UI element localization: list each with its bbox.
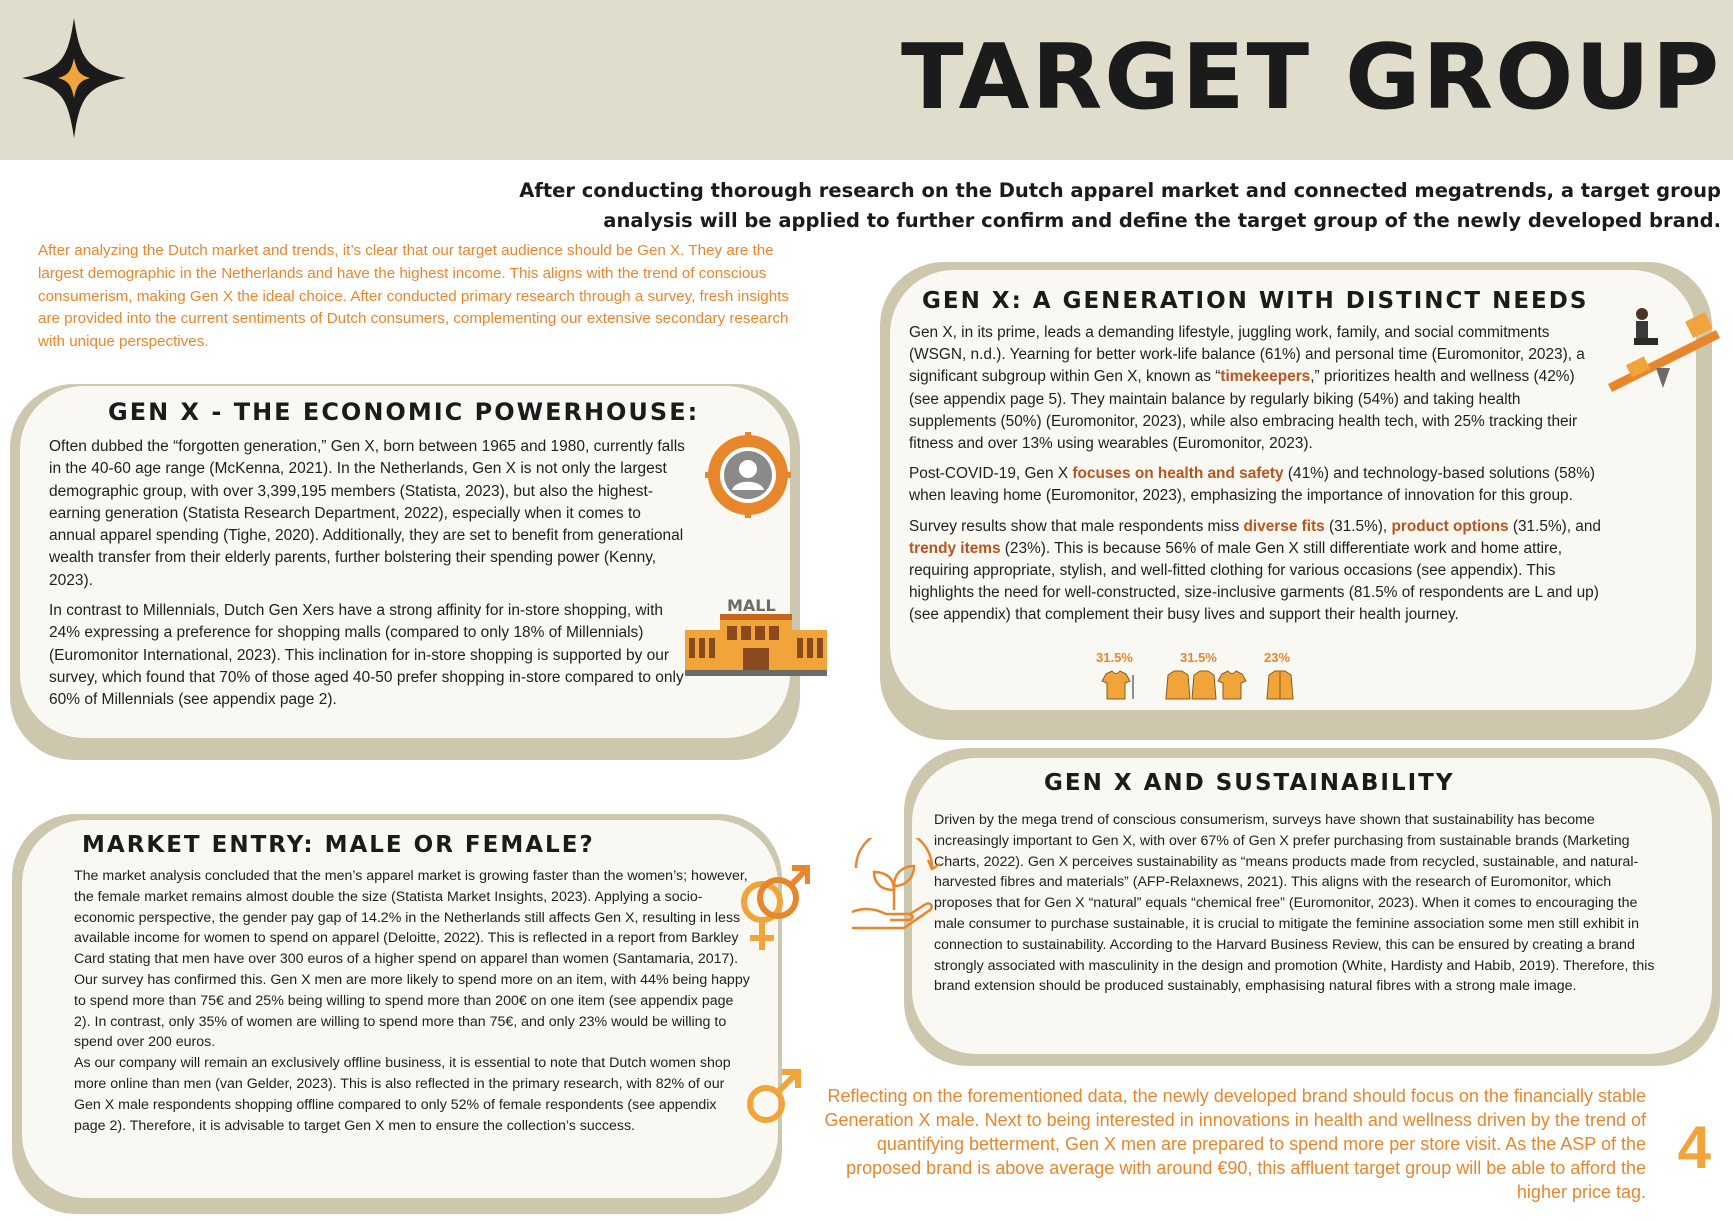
needs-body <box>909 322 1601 635</box>
trendy-items-highlight: trendy items <box>909 539 1001 557</box>
market-paragraph-1: The market analysis concluded that the men’s apparel market is growing faster than the women’s; however, the female market remains almost double the size (Statista Market Insights, 2023). Applying a socio-economic perspective, the gender pay gap of 14.2% in the Netherlands still affects Gen X, resulting in less available income for women to spend on apparel (Deloitte, 2022). This is reflected in a report from Barkley Card stating that men have over 300 euros of a higher spend on apparel than women (Santamaria, 2017). Our survey has confirmed this. Gen X men are more likely to spend more on an item, with 44% being happy to spend more than 75€ and 25% being willing to spend more than 200€ on one item (see appendix page 2). In contrast, only 35% of women are willing to spend more than 75€, and only 23% would be willing to spend over 200 euros. <box>74 868 750 1051</box>
trendy-jacket-icon <box>1264 670 1296 702</box>
sustainability-body: Driven by the mega trend of conscious consumerism, surveys have shown that sustainability has become increasingly important to Gen X, with over 67% of Gen X prefer purchasing from sustainable brands (Marketing Charts, 2022). Gen X perceives sustainability as “means products made from recycled, sustainable, and natural-harvested fibres and materials” (AFP-Relaxnews, 2021). This aligns with the research of Euromonitor, which proposes that for Gen X “natural” equals “chemical free” (Euromonitor, 2023). When it comes to encouraging the male consumer to purchase sustainable, it is crucial to mitigate the feminine association some men still exhibit in connection to sustainability. According to the Harvard Business Review, this can be ensured by creating a brand strongly associated with masculinity in the design and promotion (White, Hardisty and Habib, 2019). Therefore, this brand extension should be produced sustainably, emphasising natural fibres with a strong male image. <box>934 812 1655 995</box>
person-target-icon <box>705 432 791 518</box>
product-options-icon <box>1164 670 1248 702</box>
timekeepers-highlight: timekeepers <box>1220 368 1311 386</box>
page-title: TARGET GROUP <box>900 25 1722 130</box>
work-life-balance-icon <box>1604 306 1722 396</box>
mall-sign-text: MALL <box>727 596 776 615</box>
needs-paragraph-3: Survey results show that male respondents miss diverse fits (31.5%), product options (31.5%), and trendy items (23%). This is because 56% of male Gen X still differentiate work and home attire, requiring appropriate, stylish, and well-fitted clothing for various occasions (see appendix). This highlights the need for well-constructed, size-inclusive garments (81.5% of respondents are L and up) (see appendix) that complement their busy lives and support their health journey. <box>909 517 1601 624</box>
diverse-fits-stat: 31.5% <box>1096 650 1133 665</box>
health-safety-highlight: focuses on health and safety <box>1072 465 1284 483</box>
market-body <box>74 866 752 1144</box>
product-options-stat: 31.5% <box>1180 650 1217 665</box>
gender-symbols-icon <box>730 862 810 958</box>
page-number: 4 <box>1677 1114 1711 1181</box>
product-options-highlight: product options <box>1391 517 1509 535</box>
powerhouse-title: GEN X - THE ECONOMIC POWERHOUSE: <box>108 398 700 426</box>
needs-paragraph-2: Post-COVID-19, Gen X focuses on health and safety (41%) and technology-based solutions (58%) when leaving home (Euromonitor, 2023), emphasizing the importance of innovation for this group. <box>909 465 1596 505</box>
trendy-items-stat: 23% <box>1264 650 1291 665</box>
sustainability-title: GEN X AND SUSTAINABILITY <box>1044 770 1455 796</box>
male-symbol-icon <box>744 1066 804 1126</box>
closing-statement: Reflecting on the forementioned data, the newly developed brand should focus on the financially stable Generation X male. Next to being interested in innovations in health and wellness driven by the trend of quantifying betterment, Gen X men are prepared to spend more per store visit. As the ASP of the proposed brand is above average with around €90, this affluent target group will be able to afford the higher price tag. <box>824 1086 1646 1202</box>
intro-statement: After conducting thorough research on the Dutch apparel market and connected megatrends, a target group analysis will be applied to further confirm and define the target group of the newly developed brand. <box>519 179 1721 232</box>
diverse-fits-highlight: diverse fits <box>1243 517 1325 535</box>
powerhouse-paragraph-2: In contrast to Millennials, Dutch Gen Xers have a strong affinity for in-store shopping, with 24% expressing a preference for shopping malls (compared to only 18% of Millennials) (Euromonitor International, 2023). This inclination for in-store shopping is supported by our survey, which found that 70% of those aged 40-50 prefer shopping in-store compared to only 60% of Millennials (see appendix page 2). <box>49 602 684 709</box>
four-point-star-icon <box>22 18 126 138</box>
intro-summary: After analyzing the Dutch market and trends, it’s clear that our target audience should be Gen X. They are the largest demographic in the Netherlands and have the highest income. This aligns with the trend of conscious consumerism, making Gen X the ideal choice. After conducted primary research through a survey, fresh insights are provided into the current sentiments of Dutch consumers, complementing our extensive secondary research with unique perspectives. <box>38 242 790 351</box>
needs-paragraph-1: Gen X, in its prime, leads a demanding lifestyle, juggling work, family, and social commitments (WSGN, n.d.). Yearning for better work-life balance (61%) and personal time (Euromonitor, 2023), a significant subgroup within Gen X, known as “timekeepers,” prioritizes health and wellness (42%) (see appendix page 5). They maintain balance by regularly biking (54%) and taking health supplements (50%) (Euromonitor, 2023), while also embracing health tech, with 25% tracking their fitness and over 13% using wearables (Euromonitor, 2023). <box>909 324 1585 453</box>
needs-title: GEN X: A GENERATION WITH DISTINCT NEEDS <box>922 288 1589 314</box>
size-stats <box>1094 650 1304 708</box>
powerhouse-paragraph-1: Often dubbed the “forgotten generation,” Gen X, born between 1965 and 1980, currently falls in the 40-60 age range (McKenna, 2021). In the Netherlands, Gen X is not only the largest demographic group, with over 3,399,195 members (Statista, 2023), but also the highest-earning generation (Statista Research Department, 2022), especially when it comes to annual apparel spending (Tighe, 2020). Additionally, they are set to benefit from generational wealth transfer from their elderly parents, further bolstering their spending power (Kenny, 2023). <box>49 438 685 589</box>
shopping-mall-icon <box>685 596 827 678</box>
market-paragraph-2: As our company will remain an exclusively offline business, it is essential to note that Dutch women shop more online than men (van Gelder, 2023). This is also reflected in the primary research, with 82% of our Gen X male respondents shopping offline compared to only 52% of female respondents (see appendix page 2). Therefore, it is advisable to target Gen X men to ensure the collection’s success. <box>74 1055 731 1134</box>
tshirt-fit-icon <box>1100 670 1136 702</box>
market-title: MARKET ENTRY: MALE OR FEMALE? <box>82 832 595 858</box>
powerhouse-body <box>49 436 689 720</box>
plant-in-hand-icon <box>846 838 942 934</box>
